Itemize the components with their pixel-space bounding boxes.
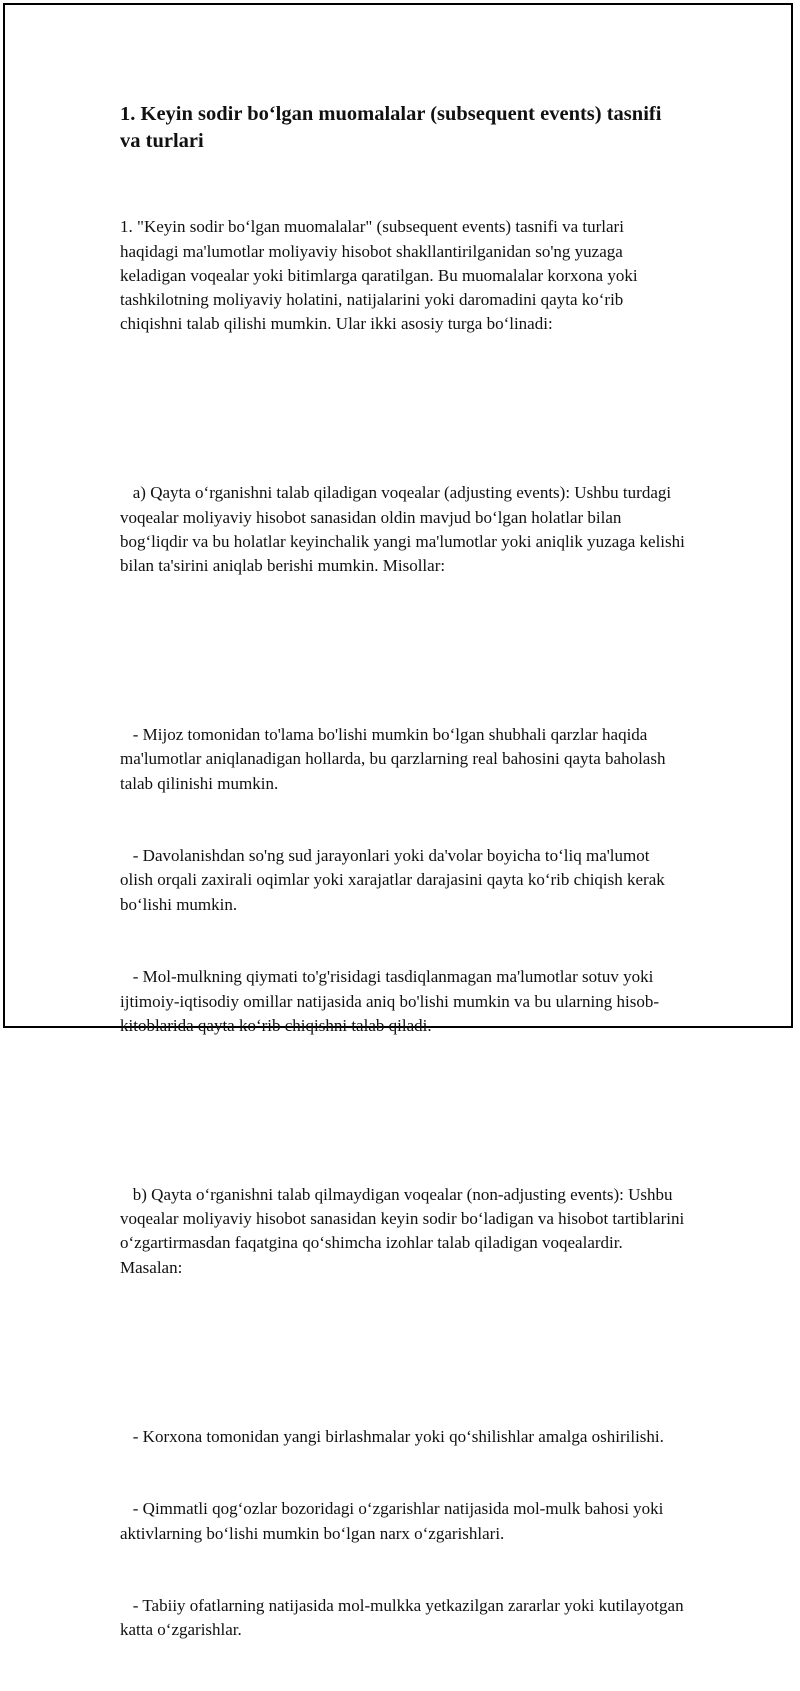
adjusting-example-item: - Mijoz tomonidan to'lama bo'lishi mumkin boʻlgan shubhali qarzlar haqida ma'lumotlar aniqlanadigan hollarda, bu qarzlarning real bahosini qayta baholash talab qilinishi mumkin. bbox=[120, 725, 670, 793]
document-title: 1. Keyin sodir boʻlgan muomalalar (subsequent events) tasnifi va turlari bbox=[120, 103, 662, 152]
paragraph-gap bbox=[120, 1086, 685, 1110]
non-adjusting-example-item: - Korxona tomonidan yangi birlashmalar yoki qoʻshilishlar amalga oshirilishi. bbox=[120, 1426, 664, 1446]
non-adjusting-example-item: - Qimmatli qogʻozlar bozoridagi oʻzgarishlar natijasida mol-mulk bahosi yoki aktivlarning boʻlishi mumkin boʻlgan narx oʻzgarishlari. bbox=[120, 1499, 668, 1543]
intro-paragraph: 1. "Keyin sodir boʻlgan muomalalar" (subsequent events) tasnifi va turlari haqidagi ma'lumotlar moliyaviy hisobot shakllantirilganidan so'ng yuzaga keladigan voqealar yoki bitimlarga qaratilgan. Bu muomalalar korxona yoki tashkilotning moliyaviy holatini, natijalarini yoki daromadini qayta koʻrib chiqishni talab qilishi mumkin. Ular ikki asosiy turga boʻlinadi: bbox=[120, 217, 642, 334]
paragraph-gap bbox=[120, 1328, 685, 1352]
adjusting-example-item: - Mol-mulkning qiymati to'g'risidagi tasdiqlanmagan ma'lumotlar sotuv yoki ijtimoiy-iqtisodiy omillar natijasida aniq bo'lishi mumkin va bu ularning hisob-kitoblarida qayta koʻrib chiqishni talab qiladi. bbox=[120, 967, 659, 1035]
non-adjusting-example-item: - Tabiiy ofatlarning natijasida mol-mulkka yetkazilgan zararlar yoki kutilayotgan katta oʻzgarishlar. bbox=[120, 1596, 688, 1640]
document-body bbox=[120, 167, 690, 1691]
document-content bbox=[120, 101, 690, 1691]
adjusting-events-paragraph: a) Qayta oʻrganishni talab qiladigan voqealar (adjusting events): Ushbu turdagi voqealar moliyaviy hisobot sanasidan oldin mavjud boʻlgan holatlar bilan bogʻliqdir va bu holatlar keyinchalik yangi ma'lumotlar yoki aniqlik yuzaga kelishi bilan ta'sirini aniqlab berishi mumkin. Misollar: bbox=[120, 483, 690, 576]
page-frame bbox=[3, 3, 793, 1640]
paragraph-gap bbox=[120, 627, 685, 651]
non-adjusting-events-paragraph: b) Qayta oʻrganishni talab qilmaydigan voqealar (non-adjusting events): Ushbu voqealar moliyaviy hisobot sanasidan keyin sodir boʻladigan va hisobot tartiblarini oʻzgartirmasdan faqatgina qoʻshimcha izohlar talab qiladigan voqealardir. Masalan: bbox=[120, 1184, 689, 1277]
paragraph-gap bbox=[120, 385, 685, 409]
adjusting-example-item: - Davolanishdan so'ng sud jarayonlari yoki da'volar boyicha toʻliq ma'lumot olish orqali zaxirali oqimlar yoki xarajatlar darajasini qayta koʻrib chiqish kerak boʻlishi mumkin. bbox=[120, 846, 670, 914]
